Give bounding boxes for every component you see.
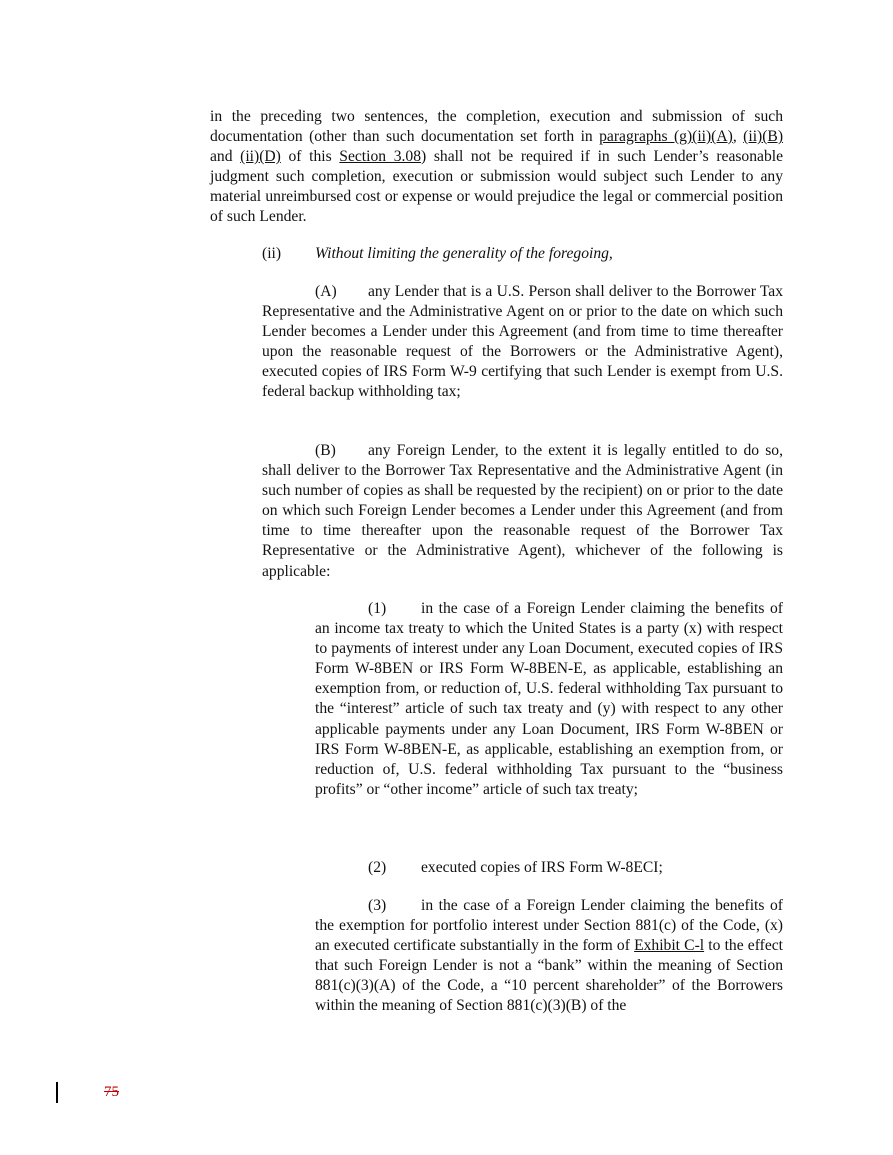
clause-3-number: (3): [368, 897, 387, 914]
clause-1-text: in the case of a Foreign Lender claiming the benefits of an income tax treaty to which the United States is a party (x) with respect to payments of interest under any Loan Document, executed copies of IRS Form W-8BEN or IRS Form W-8BEN-E, as applicable, establishing an exemption from, or reduction of, U.S. federal withholding Tax pursuant to the “interest” article of such tax treaty and (y) with respect to any other applicable payments under any Loan Document, IRS Form W-8BEN or IRS Form W-8BEN-E, as applicable, establishing an exemption from, or reduction of, U.S. federal withholding Tax pursuant to the “business profits” or “other income” article of such tax treaty;: [315, 600, 783, 798]
clause-b-number: (B): [315, 442, 336, 459]
page-number: 75: [104, 1084, 119, 1100]
ref-paragraphs-link[interactable]: paragraphs (g)(ii)(A): [599, 128, 733, 146]
clause-3: [315, 896, 783, 1017]
ref-exhibit-link[interactable]: Exhibit C-l: [634, 937, 705, 955]
clause-3-text-1: in the case of a Foreign Lender claiming the benefits of the exemption for portfolio interest under Section 881(c) of the Code, (x) an executed certificate substantially in the form of: [315, 897, 783, 955]
clause-1-number: (1): [368, 600, 387, 617]
ref-section-link[interactable]: Section 3.08: [339, 148, 421, 166]
clause-ii: [262, 244, 783, 264]
clause-ii-number: (ii): [262, 245, 282, 262]
intro-text-3: and: [210, 148, 241, 166]
clause-2-number: (2): [368, 859, 387, 876]
change-bar: [56, 1082, 58, 1103]
clause-b-text: any Foreign Lender, to the extent it is legally entitled to do so, shall deliver to the Borrower Tax Representative and the Administrative Agent (in such number of copies as shall be requested by the recipient) on or prior to the date on which such Foreign Lender becomes a Lender under this Agreement (and from time to time thereafter upon the reasonable request of the Borrower Tax Representative or the Administrative Agent), whichever of the following is applicable:: [262, 442, 783, 580]
clause-a: [262, 282, 783, 403]
intro-paragraph: [210, 107, 783, 228]
ref-ii-b-link[interactable]: (ii)(B): [743, 128, 784, 146]
clause-1: [315, 599, 783, 800]
clause-ii-heading: Without limiting the generality of the foregoing,: [315, 245, 613, 262]
ref-ii-d-link[interactable]: (ii)(D): [240, 148, 281, 166]
clause-3-text-2: to the effect that such Foreign Lender is not a “bank” within the meaning of Section 881(c)(3)(A) of the Code, a “10 percent shareholder” of the Borrowers within the meaning of Section 881(c)(3)(B) of the: [315, 937, 783, 1015]
intro-text-1: in the preceding two sentences, the completion, execution and submission of such documentation (other than such documentation set forth in: [210, 108, 783, 146]
clause-2: [315, 858, 783, 878]
intro-text-2: ,: [732, 128, 744, 146]
clause-a-text: any Lender that is a U.S. Person shall deliver to the Borrower Tax Representative and the Administrative Agent on or prior to the date on which such Lender becomes a Lender under this Agreement (and from time to time thereafter upon the reasonable request of the Borrowers or the Administrative Agent), executed copies of IRS Form W-9 certifying that such Lender is exempt from U.S. federal backup withholding tax;: [262, 283, 783, 401]
clause-2-text: executed copies of IRS Form W-8ECI;: [421, 859, 663, 876]
clause-a-number: (A): [315, 283, 337, 300]
intro-text-4: of this: [280, 148, 340, 166]
intro-text-5: ) shall not be required if in such Lender’s reasonable judgment such completion, execution or submission would subject such Lender to any material unreimbursed cost or expense or would prejudice the legal or commercial position of such Lender.: [210, 148, 783, 226]
clause-b: [262, 441, 783, 582]
